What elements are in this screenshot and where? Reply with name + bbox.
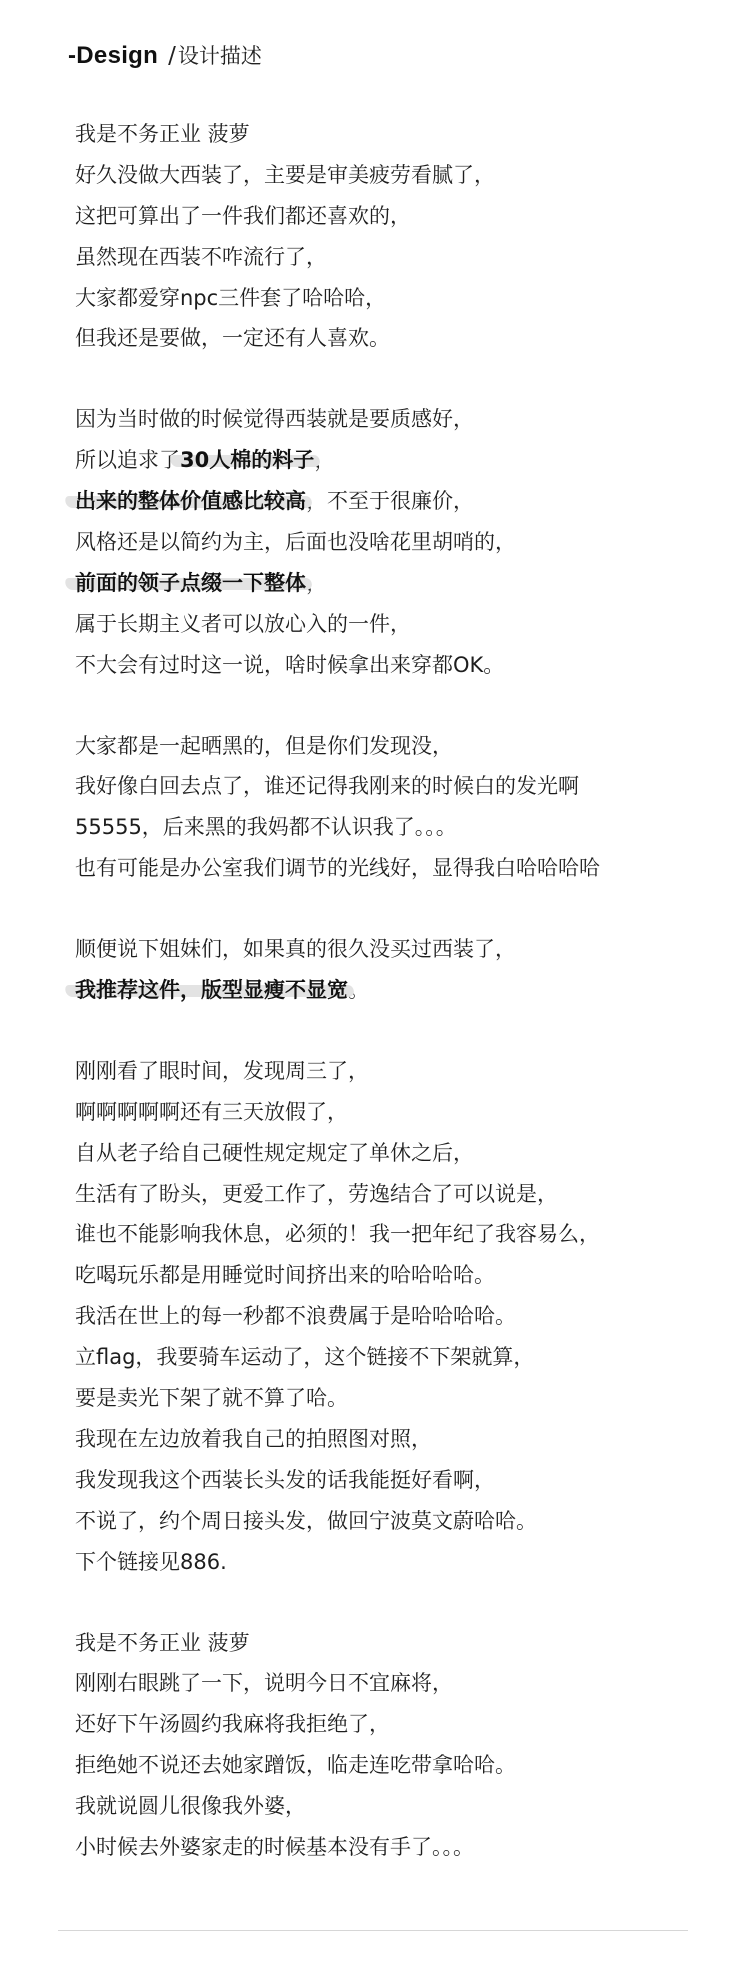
text-segment: 自从老子给自己硬性规定规定了单休之后， [75,1140,474,1165]
text-segment: 我就说圆儿很像我外婆， [75,1794,306,1819]
text-segment: 要是卖光下架了就不算了哈。 [75,1386,348,1411]
paragraph [75,399,715,685]
text-segment: 但我还是要做，一定还有人喜欢。 [75,326,390,351]
text-segment: 。 [348,978,369,1003]
text-segment: 风格还是以简约为主，后面也没啥花里胡哨的， [75,530,516,555]
text-line [75,929,715,970]
text-line [75,1337,715,1378]
text-line [75,1786,715,1827]
paragraph [75,1623,715,1868]
bottom-divider [58,1930,688,1931]
text-segment: 我发现我这个西装长头发的话我能挺好看啊， [75,1467,495,1492]
text-line [75,1296,715,1337]
text-segment: 所以追求了 [75,448,180,473]
text-segment: ，不至于很廉价， [306,489,474,514]
text-segment: 属于长期主义者可以放心入的一件， [75,611,411,636]
text-line [75,1092,715,1133]
text-segment: 这把可算出了一件我们都还喜欢的， [75,203,411,228]
text-line [75,766,715,807]
text-line [75,807,715,848]
text-line [75,278,715,319]
text-line [75,1745,715,1786]
text-segment: 吃喝玩乐都是用睡觉时间挤出来的哈哈哈哈。 [75,1263,495,1288]
text-segment: 大家都是一起晒黑的，但是你们发现没， [75,733,453,758]
text-line [75,1663,715,1704]
text-line [75,481,715,522]
text-line [75,563,715,604]
text-line [75,522,715,563]
text-segment: 我好像白回去点了，谁还记得我刚来的时候白的发光啊 [75,774,579,799]
text-segment: 顺便说下姐妹们，如果真的很久没买过西装了， [75,937,516,962]
highlighted-text: 前面的领子点缀一下整体 [75,570,306,595]
text-segment: 小时候去外婆家走的时候基本没有手了。。。 [75,1834,474,1859]
text-segment: 我是不务正业 菠萝 [75,122,250,146]
design-description-title: 设计描述 [177,44,262,68]
text-segment: 立flag，我要骑车运动了，这个链接不下架就算， [75,1345,535,1370]
text-segment: 不说了，约个周日接头发，做回宁波莫文蔚哈哈。 [75,1508,537,1533]
title-separator: / [168,43,176,69]
description-body [75,114,715,1908]
text-line [75,970,715,1011]
text-segment: 我现在左边放着我自己的拍照图对照， [75,1426,432,1451]
text-segment: 拒绝她不说还去她家蹭饭，临走连吃带拿哈哈。 [75,1753,516,1778]
highlighted-text: 30人棉的料子 [180,448,315,473]
text-line [75,155,715,196]
text-segment: 55555，后来黑的我妈都不认识我了。。。 [75,815,457,840]
text-line [75,1174,715,1215]
text-segment: 生活有了盼头，更爱工作了，劳逸结合了可以说是， [75,1181,558,1206]
paragraph [75,1051,715,1583]
text-segment: 我活在世上的每一秒都不浪费属于是哈哈哈哈。 [75,1304,516,1329]
paragraph [75,726,715,890]
text-line [75,1051,715,1092]
text-line [75,1133,715,1174]
paragraph [75,114,715,359]
text-line [75,440,715,481]
design-title: -Design [68,42,159,69]
text-line [75,1419,715,1460]
text-line [75,1460,715,1501]
text-segment: 谁也不能影响我休息，必须的！我一把年纪了我容易么， [75,1222,600,1247]
text-line [75,1255,715,1296]
text-segment: 我是不务正业 菠萝 [75,1630,250,1655]
text-line [75,1623,715,1664]
text-line [75,196,715,237]
text-line [75,1501,715,1542]
text-line [75,604,715,645]
text-segment: ， [314,448,336,473]
text-line [75,645,715,686]
text-segment: 下个链接见886. [75,1549,227,1574]
text-line [75,1704,715,1745]
text-segment: 刚刚右眼跳了一下，说明今日不宜麻将， [75,1671,453,1696]
text-segment: 啊啊啊啊啊还有三天放假了， [75,1099,348,1124]
highlighted-text: 出来的整体价值感比较高 [75,489,306,514]
text-line [75,399,715,440]
text-line [75,114,715,155]
text-line [75,848,715,889]
section-header [68,40,262,76]
text-segment: 大家都爱穿npc三件套了哈哈哈， [75,285,387,310]
text-line [75,237,715,278]
text-segment: 好久没做大西装了，主要是审美疲劳看腻了， [75,162,495,187]
paragraph [75,929,715,1011]
text-line [75,1827,715,1868]
text-segment: ， [306,570,327,595]
text-line [75,1542,715,1583]
text-line [75,726,715,767]
text-segment: 刚刚看了眼时间，发现周三了， [75,1058,369,1083]
text-segment: 虽然现在西装不咋流行了， [75,244,327,269]
text-segment: 也有可能是办公室我们调节的光线好，显得我白哈哈哈哈 [75,856,600,881]
text-line [75,1214,715,1255]
text-segment: 因为当时做的时候觉得西装就是要质感好， [75,407,474,432]
text-line [75,318,715,359]
highlighted-text: 我推荐这件，版型显瘦不显宽 [75,978,348,1003]
text-line [75,1378,715,1419]
text-segment: 还好下午汤圆约我麻将我拒绝了， [75,1712,390,1737]
text-segment: 不大会有过时这一说，啥时候拿出来穿都OK。 [75,652,505,677]
